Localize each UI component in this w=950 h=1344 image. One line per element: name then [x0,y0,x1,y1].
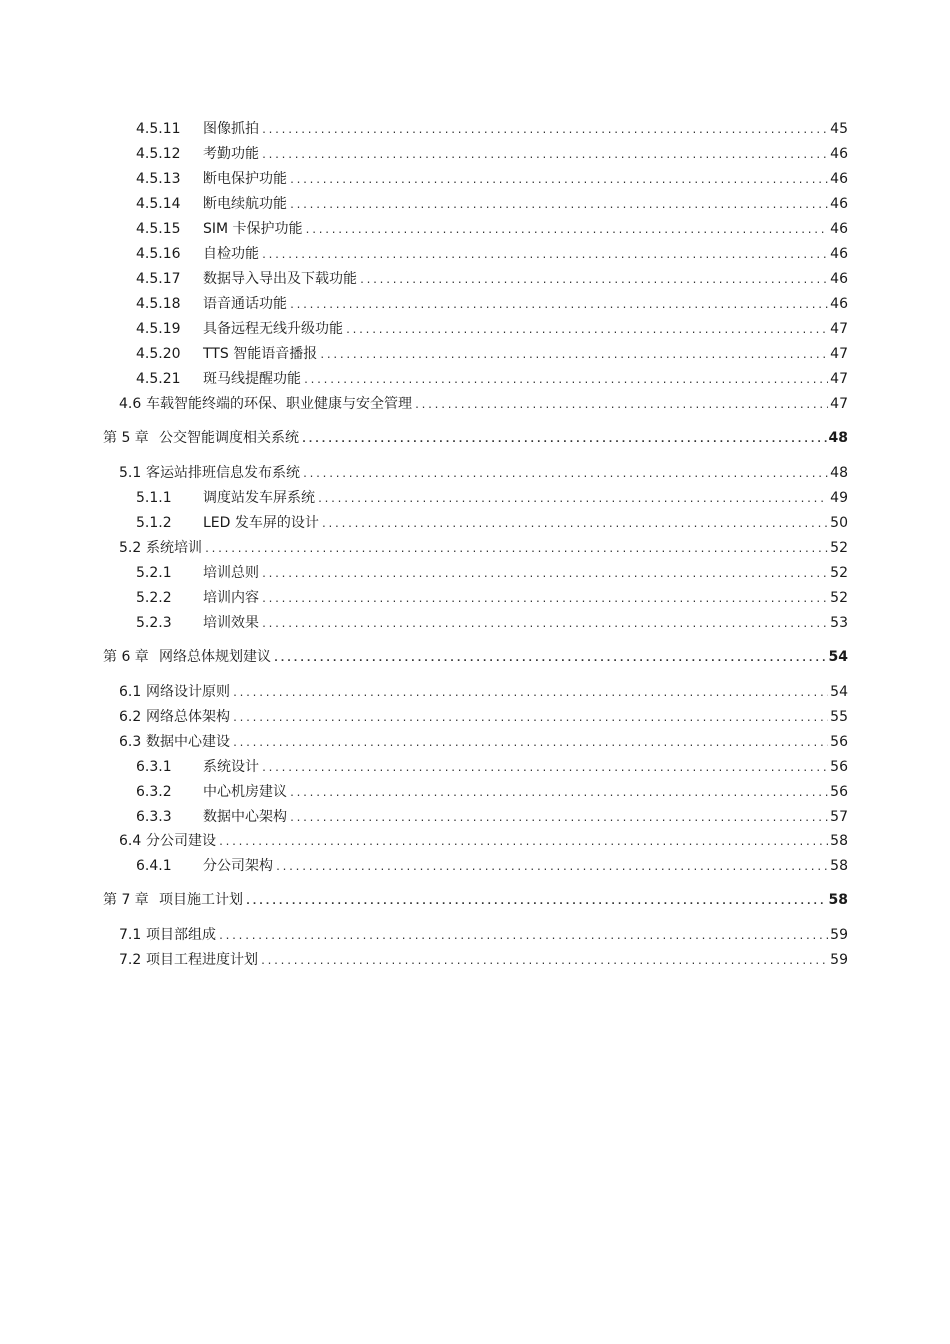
toc-entry-title: 网络总体规划建议 [159,649,271,665]
toc-entry-number: 第 7 章 [103,892,149,908]
toc-entry[interactable] [136,295,848,315]
toc-entry[interactable] [136,489,848,509]
dot-leader [414,397,828,415]
toc-entry-page-number: 46 [830,246,848,262]
toc-entry-page-number: 46 [830,196,848,212]
toc-entry-title: 网络总体架构 [146,709,230,725]
toc-entry-number: 4.5.13 [136,171,181,187]
toc-entry-number: 6.4 [119,833,142,849]
toc-entry-page-number: 47 [830,396,848,412]
dot-leader [289,197,828,215]
toc-entry-title: 项目施工计划 [159,892,243,908]
toc-entry-page-number: 45 [830,121,848,137]
toc-entry-number: 4.6 [119,396,142,412]
dot-leader [359,272,828,290]
dot-leader [319,347,828,365]
toc-entry-number: 5.1.2 [136,515,172,531]
toc-entry-page-number: 47 [830,346,848,362]
dot-leader [289,297,828,315]
toc-entry[interactable] [136,170,848,190]
dot-leader [261,147,828,165]
dot-leader [303,372,828,390]
toc-entry-page-number: 49 [830,490,848,506]
toc-entry-number: 5.2.2 [136,590,172,606]
toc-entry-page-number: 48 [830,465,848,481]
toc-entry-page-number: 46 [830,271,848,287]
toc-entry-page-number: 58 [828,892,848,908]
toc-entry[interactable] [119,832,848,852]
toc-entry-title: 图像抓拍 [203,121,259,137]
dot-leader [305,222,829,240]
toc-entry-title: 项目工程进度计划 [146,952,258,968]
toc-entry[interactable] [136,783,848,803]
toc-entry-title: 具备远程无线升级功能 [203,321,343,337]
toc-entry[interactable] [119,926,848,946]
dot-leader [261,122,828,140]
dot-leader [289,172,828,190]
toc-entry-page-number: 54 [830,684,848,700]
toc-entry-title: 中心机房建议 [203,784,287,800]
dot-leader [301,431,827,449]
toc-entry[interactable] [136,564,848,584]
dot-leader [261,566,828,584]
toc-entry-title: 分公司架构 [203,858,273,874]
toc-entry[interactable] [119,683,848,703]
toc-entry-page-number: 52 [830,565,848,581]
toc-entry-number: 4.5.14 [136,196,181,212]
toc-entry[interactable] [136,808,848,828]
toc-chapter-entry[interactable] [103,429,848,449]
dot-leader [261,760,828,778]
toc-entry-number: 4.5.19 [136,321,181,337]
dot-leader [204,541,828,559]
toc-entry-title: 培训效果 [203,615,259,631]
toc-entry[interactable] [136,320,848,340]
toc-entry-page-number: 52 [830,540,848,556]
toc-entry-page-number: 59 [830,952,848,968]
dot-leader [289,810,828,828]
toc-entry-title: 系统设计 [203,759,259,775]
toc-entry-page-number: 48 [828,430,848,446]
toc-entry-page-number: 58 [830,833,848,849]
toc-entry-title: 网络设计原则 [146,684,230,700]
toc-entry-page-number: 52 [830,590,848,606]
toc-entry[interactable] [136,270,848,290]
toc-entry-page-number: 50 [830,515,848,531]
toc-entry-page-number: 57 [830,809,848,825]
dot-leader [232,735,828,753]
toc-entry-number: 4.5.21 [136,371,181,387]
toc-entry-page-number: 58 [830,858,848,874]
toc-entry[interactable] [136,345,848,365]
toc-entry-page-number: 56 [830,759,848,775]
toc-entry-number: 5.1 [119,465,142,481]
toc-entry-number: 5.1.1 [136,490,172,506]
dot-leader [261,616,828,634]
toc-entry[interactable] [136,145,848,165]
toc-entry-number: 4.5.16 [136,246,181,262]
dot-leader [275,859,828,877]
toc-entry-number: 4.5.18 [136,296,181,312]
toc-entry-title: 系统培训 [146,540,202,556]
toc-entry-title: 语音通话功能 [203,296,287,312]
toc-entry-number: 6.2 [119,709,142,725]
dot-leader [218,928,828,946]
toc-entry-title: 数据中心架构 [203,809,287,825]
toc-entry-number: 6.1 [119,684,142,700]
toc-entry-title: SIM 卡保护功能 [203,221,303,237]
toc-entry-page-number: 59 [830,927,848,943]
toc-entry[interactable] [136,514,848,534]
dot-leader [273,650,827,668]
toc-entry-title: LED 发车屏的设计 [203,515,319,531]
toc-entry-title: 考勤功能 [203,146,259,162]
toc-chapter-entry[interactable] [103,648,848,668]
toc-entry-number: 4.5.11 [136,121,181,137]
toc-entry[interactable] [119,464,848,484]
toc-entry[interactable] [136,195,848,215]
toc-entry-page-number: 46 [830,296,848,312]
dot-leader [317,491,828,509]
toc-entry-page-number: 47 [830,371,848,387]
toc-entry-title: 调度站发车屏系统 [203,490,315,506]
dot-leader [218,834,828,852]
toc-entry[interactable] [119,708,848,728]
toc-entry[interactable] [136,120,848,140]
toc-entry-title: 客运站排班信息发布系统 [146,465,300,481]
toc-entry[interactable] [136,220,848,240]
toc-entry-page-number: 56 [830,784,848,800]
toc-entry-number: 6.3.2 [136,784,172,800]
toc-entry-page-number: 55 [830,709,848,725]
toc-entry[interactable] [136,614,848,634]
toc-chapter-entry[interactable] [103,891,848,911]
dot-leader [261,247,828,265]
toc-entry-title: 斑马线提醒功能 [203,371,301,387]
toc-entry-number: 6.3.3 [136,809,172,825]
toc-entry-page-number: 53 [830,615,848,631]
toc-entry-title: 分公司建设 [146,833,216,849]
toc-entry-number: 第 6 章 [103,649,149,665]
dot-leader [345,322,828,340]
toc-entry[interactable] [136,857,848,877]
toc-entry-title: 公交智能调度相关系统 [159,430,299,446]
toc-entry-title: 自检功能 [203,246,259,262]
toc-entry-number: 第 5 章 [103,430,149,446]
toc-entry-title: 断电续航功能 [203,196,287,212]
dot-leader [232,685,828,703]
dot-leader [302,466,828,484]
toc-entry[interactable] [119,733,848,753]
dot-leader [260,953,828,971]
toc-entry[interactable] [136,758,848,778]
toc-entry-number: 4.5.17 [136,271,181,287]
toc-entry-number: 5.2 [119,540,142,556]
toc-entry[interactable] [119,951,848,971]
toc-entry-title: 培训总则 [203,565,259,581]
toc-entry-title: 项目部组成 [146,927,216,943]
toc-entry-title: 车载智能终端的环保、职业健康与安全管理 [146,396,412,412]
toc-entry-title: TTS 智能语音播报 [203,346,318,362]
toc-entry[interactable] [119,539,848,559]
toc-entry[interactable] [136,245,848,265]
toc-entry-page-number: 47 [830,321,848,337]
toc-entry-number: 7.1 [119,927,142,943]
toc-entry-number: 4.5.20 [136,346,181,362]
toc-entry-number: 5.2.1 [136,565,172,581]
toc-entry-number: 6.4.1 [136,858,172,874]
toc-entry-page-number: 46 [830,146,848,162]
toc-entry[interactable] [119,395,848,415]
toc-entry-number: 4.5.12 [136,146,181,162]
dot-leader [261,591,828,609]
toc-entry-title: 断电保护功能 [203,171,287,187]
toc-entry[interactable] [136,370,848,390]
toc-entry-page-number: 46 [830,221,848,237]
toc-entry-title: 数据中心建设 [146,734,230,750]
dot-leader [321,516,828,534]
dot-leader [245,893,827,911]
toc-entry-number: 4.5.15 [136,221,181,237]
toc-entry[interactable] [136,589,848,609]
toc-entry-title: 培训内容 [203,590,259,606]
toc-entry-page-number: 54 [828,649,848,665]
toc-entry-number: 6.3 [119,734,142,750]
toc-entry-number: 7.2 [119,952,142,968]
toc-entry-title: 数据导入导出及下载功能 [203,271,357,287]
toc-entry-page-number: 46 [830,171,848,187]
toc-entry-page-number: 56 [830,734,848,750]
toc-entry-number: 5.2.3 [136,615,172,631]
dot-leader [232,710,828,728]
dot-leader [289,785,828,803]
toc-entry-number: 6.3.1 [136,759,172,775]
